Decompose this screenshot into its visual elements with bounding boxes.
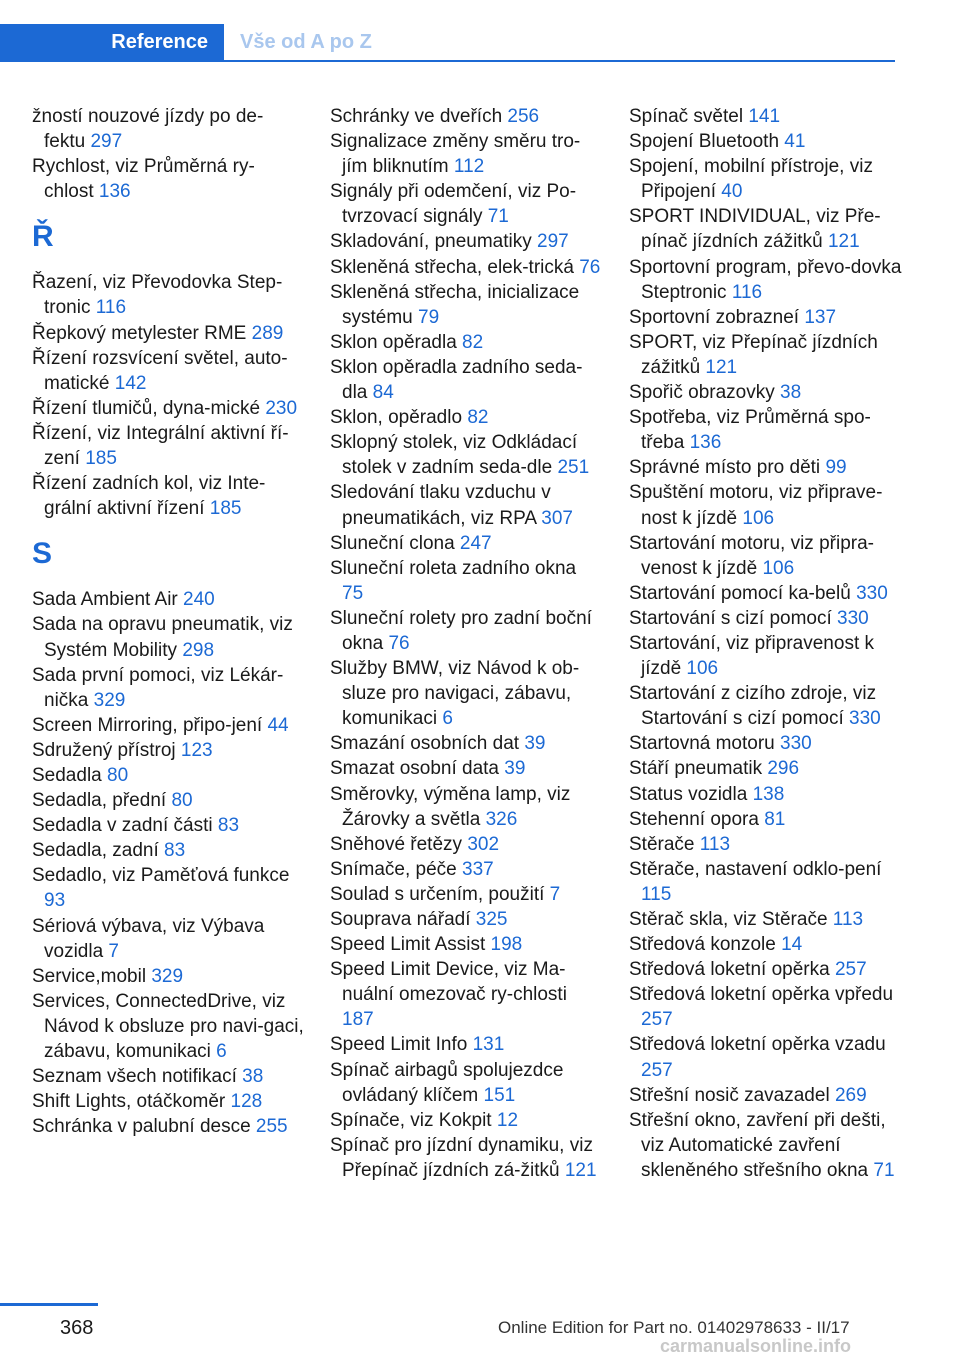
index-entry-text: Středová loketní opěrka vpředu — [629, 984, 894, 1006]
index-entry — [32, 788, 304, 813]
index-entry-text: Spojení, mobilní přístroje, viz Připojení — [629, 156, 873, 203]
index-entry — [32, 587, 304, 612]
page-reference-link[interactable]: 41 — [784, 131, 806, 153]
index-entry — [32, 989, 304, 1064]
page-reference-link[interactable]: 330 — [780, 733, 812, 755]
index-entry — [330, 782, 602, 832]
page-reference-link[interactable]: 6 — [216, 1041, 227, 1062]
index-entry — [32, 838, 304, 863]
index-entry-text: Signalizace změny směru tro‐jím bliknutím — [330, 131, 581, 178]
page-reference-link[interactable]: 330 — [849, 708, 881, 730]
index-entry — [330, 480, 602, 530]
index-entry-text: Stěrače — [629, 833, 700, 855]
index-entry-text: Sada Ambient Air — [32, 589, 184, 611]
index-entry — [330, 355, 602, 405]
index-entry-text: Spínač airbagů spolujezdce ovládaný klíčem — [330, 1059, 564, 1106]
index-entry-text: Řízení zadních kol, viz Inte‐grální aktivní řízení — [32, 473, 266, 520]
index-entry — [32, 964, 304, 989]
index-entry — [32, 154, 304, 204]
page-reference-link[interactable]: 297 — [90, 131, 123, 153]
tab-all-a-to-z[interactable]: Vše od A po Z — [240, 31, 372, 53]
index-entry-text: Sluneční clona — [330, 532, 460, 554]
page-reference-link[interactable]: 329 — [93, 689, 126, 711]
index-entry — [629, 907, 905, 932]
page-reference-link[interactable]: 99 — [825, 457, 847, 479]
page-reference-link[interactable]: 330 — [856, 582, 888, 604]
index-entry-text: Správné místo pro děti — [629, 457, 826, 479]
index-entry — [629, 380, 905, 405]
index-entry-text: Signály při odemčení, viz Po‐tvrzovací signály — [330, 181, 577, 228]
index-entry-text: Service,mobil — [32, 965, 152, 987]
index-entry — [330, 1032, 602, 1057]
index-entry — [32, 713, 304, 738]
index-entry-text: Speed Limit Info — [330, 1034, 473, 1056]
index-entry — [330, 756, 602, 781]
page-reference-link[interactable]: 79 — [418, 306, 440, 328]
tab-reference[interactable]: Reference — [0, 24, 224, 60]
index-entry — [32, 813, 304, 838]
index-entry-text: Seznam všech notifikací — [32, 1066, 243, 1088]
page-reference-link[interactable]: 71 — [873, 1159, 895, 1181]
page-reference-link[interactable]: 141 — [748, 106, 781, 127]
index-entry-text: Skleněná střecha, elek‐trická — [330, 256, 580, 278]
index-entry-text: Startování s cizí pomocí — [629, 607, 838, 629]
index-entry-text: Středová konzole — [629, 934, 782, 956]
index-entry-text: Sklopný stolek, viz Odkládací stolek v zadním seda‐dle — [330, 432, 578, 479]
index-entry — [330, 656, 602, 731]
index-entry-text: Speed Limit Device, viz Ma‐nuální omezovač ry‐chlosti — [330, 959, 567, 1006]
index-entry — [629, 405, 905, 455]
header-tabbar — [0, 24, 895, 62]
page-number: 368 — [60, 1317, 94, 1339]
page-reference-link[interactable]: 14 — [781, 934, 803, 956]
page-reference-link[interactable]: 83 — [164, 840, 186, 862]
page-reference-link[interactable]: 76 — [388, 632, 410, 654]
index-entry-text: Spuštění motoru, viz připrave‐nost k jízdě — [629, 482, 883, 529]
index-entry-text: Startování motoru, viz připra‐venost k jízdě — [629, 532, 874, 579]
page-reference-link[interactable]: 255 — [255, 1116, 288, 1138]
footer-rule — [0, 1303, 98, 1306]
index-entry — [629, 957, 905, 982]
page-reference-link[interactable]: 38 — [242, 1066, 264, 1088]
index-entry-text: Stěrač skla, viz Stěrače — [629, 909, 833, 930]
index-entry-text: Smazat osobní data — [330, 758, 505, 780]
index-entry — [330, 430, 602, 480]
page-reference-link[interactable]: 302 — [467, 833, 500, 855]
index-entry-text: Stěrače, nastavení odklo‐pení — [629, 858, 882, 880]
page-reference-link[interactable]: 131 — [472, 1034, 505, 1056]
page-reference-link[interactable]: 113 — [832, 909, 864, 930]
index-entry — [629, 1032, 905, 1082]
index-entry-text: Řízení tlumičů, dyna‐mické — [32, 397, 266, 419]
page-reference-link[interactable]: 257 — [834, 959, 867, 981]
page-reference-link[interactable]: 76 — [579, 256, 601, 278]
page-reference-link[interactable]: 257 — [641, 1009, 673, 1031]
index-entry-text: Střešní nosič zavazadel — [629, 1084, 835, 1106]
index-entry — [330, 330, 602, 355]
index-entry — [330, 405, 602, 430]
index-entry-text: Schránky ve dveřích — [330, 106, 508, 127]
index-entry — [629, 857, 905, 907]
index-entry — [629, 455, 905, 480]
index-entry — [330, 1133, 602, 1183]
index-entry-text: Sklon opěradla zadního seda‐dla — [330, 356, 583, 404]
page-reference-link[interactable]: 257 — [641, 1059, 673, 1081]
page-reference-link[interactable]: 136 — [98, 181, 131, 203]
index-entry — [32, 738, 304, 763]
page-reference-link[interactable]: 329 — [151, 965, 184, 987]
index-entry-text: Řazení, viz Převodovka Step‐tronic — [32, 272, 283, 319]
page-reference-link[interactable]: 38 — [780, 382, 802, 404]
page-reference-link[interactable]: 121 — [705, 356, 738, 378]
index-entry — [629, 581, 905, 606]
index-entry — [629, 204, 905, 254]
index-entry-text: Screen Mirroring, připo‐jení — [32, 714, 268, 736]
page-reference-link[interactable]: 138 — [752, 783, 785, 805]
page-reference-link[interactable]: 80 — [171, 790, 193, 812]
index-entry-text: Schránka v palubní desce — [32, 1116, 256, 1138]
index-entry-text: Skleněná střecha, inicializace systému — [330, 281, 580, 328]
index-entry — [32, 321, 304, 346]
index-letter-heading: S — [32, 537, 53, 571]
index-entry-text: Sklon, opěradlo — [330, 407, 468, 429]
index-entry-text: Soulad s určením, použití — [330, 883, 550, 905]
index-entry — [330, 882, 602, 907]
page-reference-link[interactable]: 82 — [462, 331, 484, 353]
page-reference-link[interactable]: 142 — [114, 372, 147, 394]
index-entry-text: Směrovky, výměna lamp, viz Žárovky a světla — [330, 783, 571, 830]
index-entry-text: Spotřeba, viz Průměrná spo‐třeba — [629, 407, 871, 454]
page-reference-link[interactable]: 93 — [44, 890, 66, 912]
page-reference-link[interactable]: 298 — [182, 639, 215, 661]
index-entry-text: Sedadla v zadní části — [32, 815, 218, 837]
index-entry — [629, 255, 905, 305]
page-reference-link[interactable]: 330 — [837, 607, 869, 629]
page-reference-link[interactable]: 296 — [767, 758, 800, 780]
page-reference-link[interactable]: 12 — [496, 1109, 519, 1131]
index-entry-text: Spínač světel — [629, 106, 749, 127]
page-reference-link[interactable]: 115 — [641, 883, 672, 905]
index-entry — [629, 330, 905, 380]
index-entry-text: Sněhové řetězy — [330, 833, 468, 855]
index-column-3 — [629, 104, 905, 1183]
index-entry — [330, 606, 602, 656]
page-reference-link[interactable]: 112 — [453, 156, 485, 178]
page-reference-link[interactable]: 128 — [230, 1091, 263, 1113]
page-reference-link[interactable]: 240 — [183, 589, 215, 611]
index-entry — [32, 763, 304, 788]
index-entry — [629, 756, 905, 781]
page-reference-link[interactable]: 80 — [107, 764, 129, 786]
index-entry-text: Smazání osobních dat — [330, 733, 525, 755]
index-entry — [330, 957, 602, 1032]
index-entry — [330, 832, 602, 857]
page-reference-link[interactable]: 75 — [342, 582, 364, 604]
index-entry-text: Řízení, viz Integrální aktivní ří‐zení — [32, 422, 289, 470]
index-entry — [32, 1089, 304, 1114]
page-reference-link[interactable]: 84 — [372, 382, 394, 404]
index-entry — [330, 255, 602, 280]
page-reference-link[interactable]: 247 — [459, 532, 492, 554]
index-entry — [629, 982, 905, 1032]
page-reference-link[interactable]: 7 — [108, 940, 119, 962]
page-reference-link[interactable]: 297 — [537, 231, 569, 253]
index-entry — [629, 154, 905, 204]
page-reference-link[interactable]: 39 — [504, 758, 526, 780]
index-entry-text: Sluneční rolety pro zadní boční okna — [330, 607, 592, 654]
index-entry — [629, 832, 905, 857]
index-entry-text: Sdružený přístroj — [32, 739, 181, 761]
page-reference-link[interactable]: 256 — [507, 106, 540, 127]
index-entry-text: Řízení rozsvícení světel, auto‐matické — [32, 347, 288, 394]
index-entry-text: Střešní okno, zavření při dešti, viz Automatické zavření skleněného střešního okna — [629, 1109, 886, 1181]
index-column-2 — [330, 104, 602, 1183]
index-entry — [629, 782, 905, 807]
page-reference-link[interactable]: 116 — [731, 281, 763, 303]
index-entry — [330, 1058, 602, 1108]
index-entry-text: Snímače, péče — [330, 858, 463, 880]
index-entry — [32, 1064, 304, 1089]
index-entry — [629, 631, 905, 681]
index-entry-text: Sedadla — [32, 764, 108, 786]
index-entry-text: SPORT, viz Přepínač jízdních zážitků — [629, 331, 878, 378]
index-entry — [629, 731, 905, 756]
index-entry-text: Středová loketní opěrka vzadu — [629, 1034, 886, 1056]
page-reference-link[interactable]: 307 — [541, 507, 573, 529]
index-entry — [629, 480, 905, 530]
index-entry — [629, 1083, 905, 1108]
index-entry-text: SPORT INDIVIDUAL, viz Pře‐pínač jízdních zážitků — [629, 206, 881, 253]
page-reference-link[interactable]: 106 — [686, 658, 719, 680]
index-entry — [629, 606, 905, 631]
index-entry — [330, 556, 602, 606]
index-entry — [32, 471, 304, 521]
page-reference-link[interactable]: 39 — [524, 733, 546, 755]
index-entry — [330, 179, 602, 229]
index-entry-text: Services, ConnectedDrive, viz Návod k obsluze pro navi‐gaci, zábavu, komunikaci — [32, 990, 304, 1062]
index-entry — [629, 1108, 905, 1183]
index-entry — [330, 857, 602, 882]
index-entry — [32, 612, 304, 662]
page-reference-link[interactable]: 82 — [467, 407, 489, 429]
index-entry-text: Sledování tlaku vzduchu v pneumatikách, viz RPA — [330, 482, 551, 529]
page-reference-link[interactable]: 83 — [217, 815, 240, 837]
page-reference-link[interactable]: 151 — [483, 1084, 516, 1106]
page-reference-link[interactable]: 136 — [689, 432, 722, 454]
page-reference-link[interactable]: 137 — [804, 306, 837, 328]
index-entry — [32, 1114, 304, 1139]
index-entry — [330, 129, 602, 179]
index-entry-text: Spořič obrazovky — [629, 382, 781, 404]
index-entry-text: Sluneční roleta zadního okna — [330, 557, 577, 579]
page-reference-link[interactable]: 123 — [180, 739, 213, 761]
index-entry — [32, 863, 304, 913]
page-reference-link[interactable]: 269 — [834, 1084, 867, 1106]
index-letter-heading: Ř — [32, 220, 54, 254]
index-column-1 — [32, 104, 304, 1139]
index-entry-text: Sedadla, zadní — [32, 840, 165, 862]
page-reference-link[interactable]: 187 — [342, 1009, 374, 1031]
index-entry — [330, 531, 602, 556]
index-entry-text: Startování, viz připravenost k jízdě — [629, 632, 874, 680]
index-entry-text: Speed Limit Assist — [330, 934, 491, 956]
index-entry-text: Rychlost, viz Průměrná ry‐chlost — [32, 156, 255, 203]
index-entry — [32, 914, 304, 964]
index-entry — [629, 104, 905, 129]
page-reference-link[interactable]: 6 — [442, 708, 453, 730]
page-reference-link[interactable]: 185 — [85, 448, 117, 470]
index-entry — [629, 681, 905, 731]
page-reference-link[interactable]: 106 — [762, 557, 795, 579]
page-reference-link[interactable]: 106 — [742, 507, 775, 529]
index-entry — [330, 907, 602, 932]
index-entry-text: Status vozidla — [629, 783, 753, 805]
page-reference-link[interactable]: 289 — [251, 322, 284, 344]
index-entry — [629, 531, 905, 581]
index-entry-text: Spínač pro jízdní dynamiku, viz Přepínač jízdních zá‐žitků — [330, 1134, 593, 1181]
index-entry-text: Sportovní zobrazneí — [629, 306, 805, 328]
page-reference-link[interactable]: 121 — [564, 1159, 597, 1181]
index-entry-text: Sedadlo, viz Paměťová funkce — [32, 865, 290, 887]
index-entry — [32, 421, 304, 471]
index-entry-text: Stehenní opora — [629, 808, 765, 830]
index-entry — [32, 346, 304, 396]
page-reference-link[interactable]: 81 — [764, 808, 786, 830]
index-entry-text: Sada na opravu pneumatik, viz Systém Mobility — [32, 614, 293, 661]
index-entry — [32, 270, 304, 320]
index-entry — [330, 731, 602, 756]
index-entry-text: Sportovní program, převo‐dovka Steptronic — [629, 256, 902, 303]
page-reference-link[interactable]: 326 — [485, 808, 518, 830]
page-reference-link[interactable]: 198 — [490, 934, 523, 956]
index-entry-text: žností nouzové jízdy po de‐fektu — [32, 106, 264, 153]
page-reference-link[interactable]: 251 — [557, 457, 590, 479]
index-entry-text: Startovná motoru — [629, 733, 781, 755]
page-reference-link[interactable]: 230 — [265, 397, 298, 419]
watermark: carmanualsonline.info — [660, 1336, 852, 1356]
index-entry-text: Skladování, pneumatiky — [330, 231, 538, 253]
page-reference-link[interactable]: 185 — [209, 498, 242, 520]
index-entry — [629, 129, 905, 154]
index-entry — [32, 104, 304, 154]
index-entry-text: Řepkový metylester RME — [32, 322, 252, 344]
page-reference-link[interactable]: 113 — [699, 833, 731, 855]
index-entry-text: Startování pomocí ka‐belů — [629, 582, 857, 604]
index-entry-text: Sedadla, přední — [32, 790, 172, 812]
index-entry-text: Středová loketní opěrka — [629, 959, 835, 981]
index-entry-text: Sklon opěradla — [330, 331, 463, 353]
index-entry — [629, 305, 905, 330]
index-entry — [330, 932, 602, 957]
index-entry — [32, 396, 304, 421]
index-entry-text: Sériová výbava, viz Výbava vozidla — [32, 915, 265, 962]
page-reference-link[interactable]: 121 — [827, 231, 860, 253]
index-entry — [330, 104, 602, 129]
edition-note: Online Edition for Part no. 01402978633 - II/17 — [498, 1318, 850, 1337]
index-entry — [629, 932, 905, 957]
page-reference-link[interactable]: 116 — [95, 297, 127, 319]
index-entry — [32, 663, 304, 713]
page-reference-link[interactable]: 44 — [267, 714, 289, 736]
index-entry-text: Souprava nářadí — [330, 909, 476, 930]
page-reference-link[interactable]: 7 — [549, 883, 561, 905]
index-entry-text: Stáří pneumatik — [629, 758, 768, 780]
index-entry — [330, 1108, 602, 1133]
index-entry-text: Shift Lights, otáčkoměr — [32, 1091, 231, 1113]
page-reference-link[interactable]: 40 — [721, 181, 743, 203]
index-entry — [629, 807, 905, 832]
index-entry-text: Spojení Bluetooth — [629, 131, 785, 153]
index-entry-text: Služby BMW, viz Návod k ob‐sluze pro navigaci, zábavu, komunikaci — [330, 658, 580, 730]
page-reference-link[interactable]: 71 — [487, 206, 509, 228]
index-entry — [330, 280, 602, 330]
index-entry-text: Sada první pomoci, viz Lékár‐nička — [32, 664, 284, 711]
index-entry-text: Spínače, viz Kokpit — [330, 1109, 497, 1131]
page-reference-link[interactable]: 325 — [475, 909, 508, 930]
index-entry — [330, 229, 602, 254]
page-reference-link[interactable]: 337 — [462, 858, 494, 880]
index-entry-text: Startování z cizího zdroje, viz Startování s cizí pomocí — [629, 683, 877, 730]
